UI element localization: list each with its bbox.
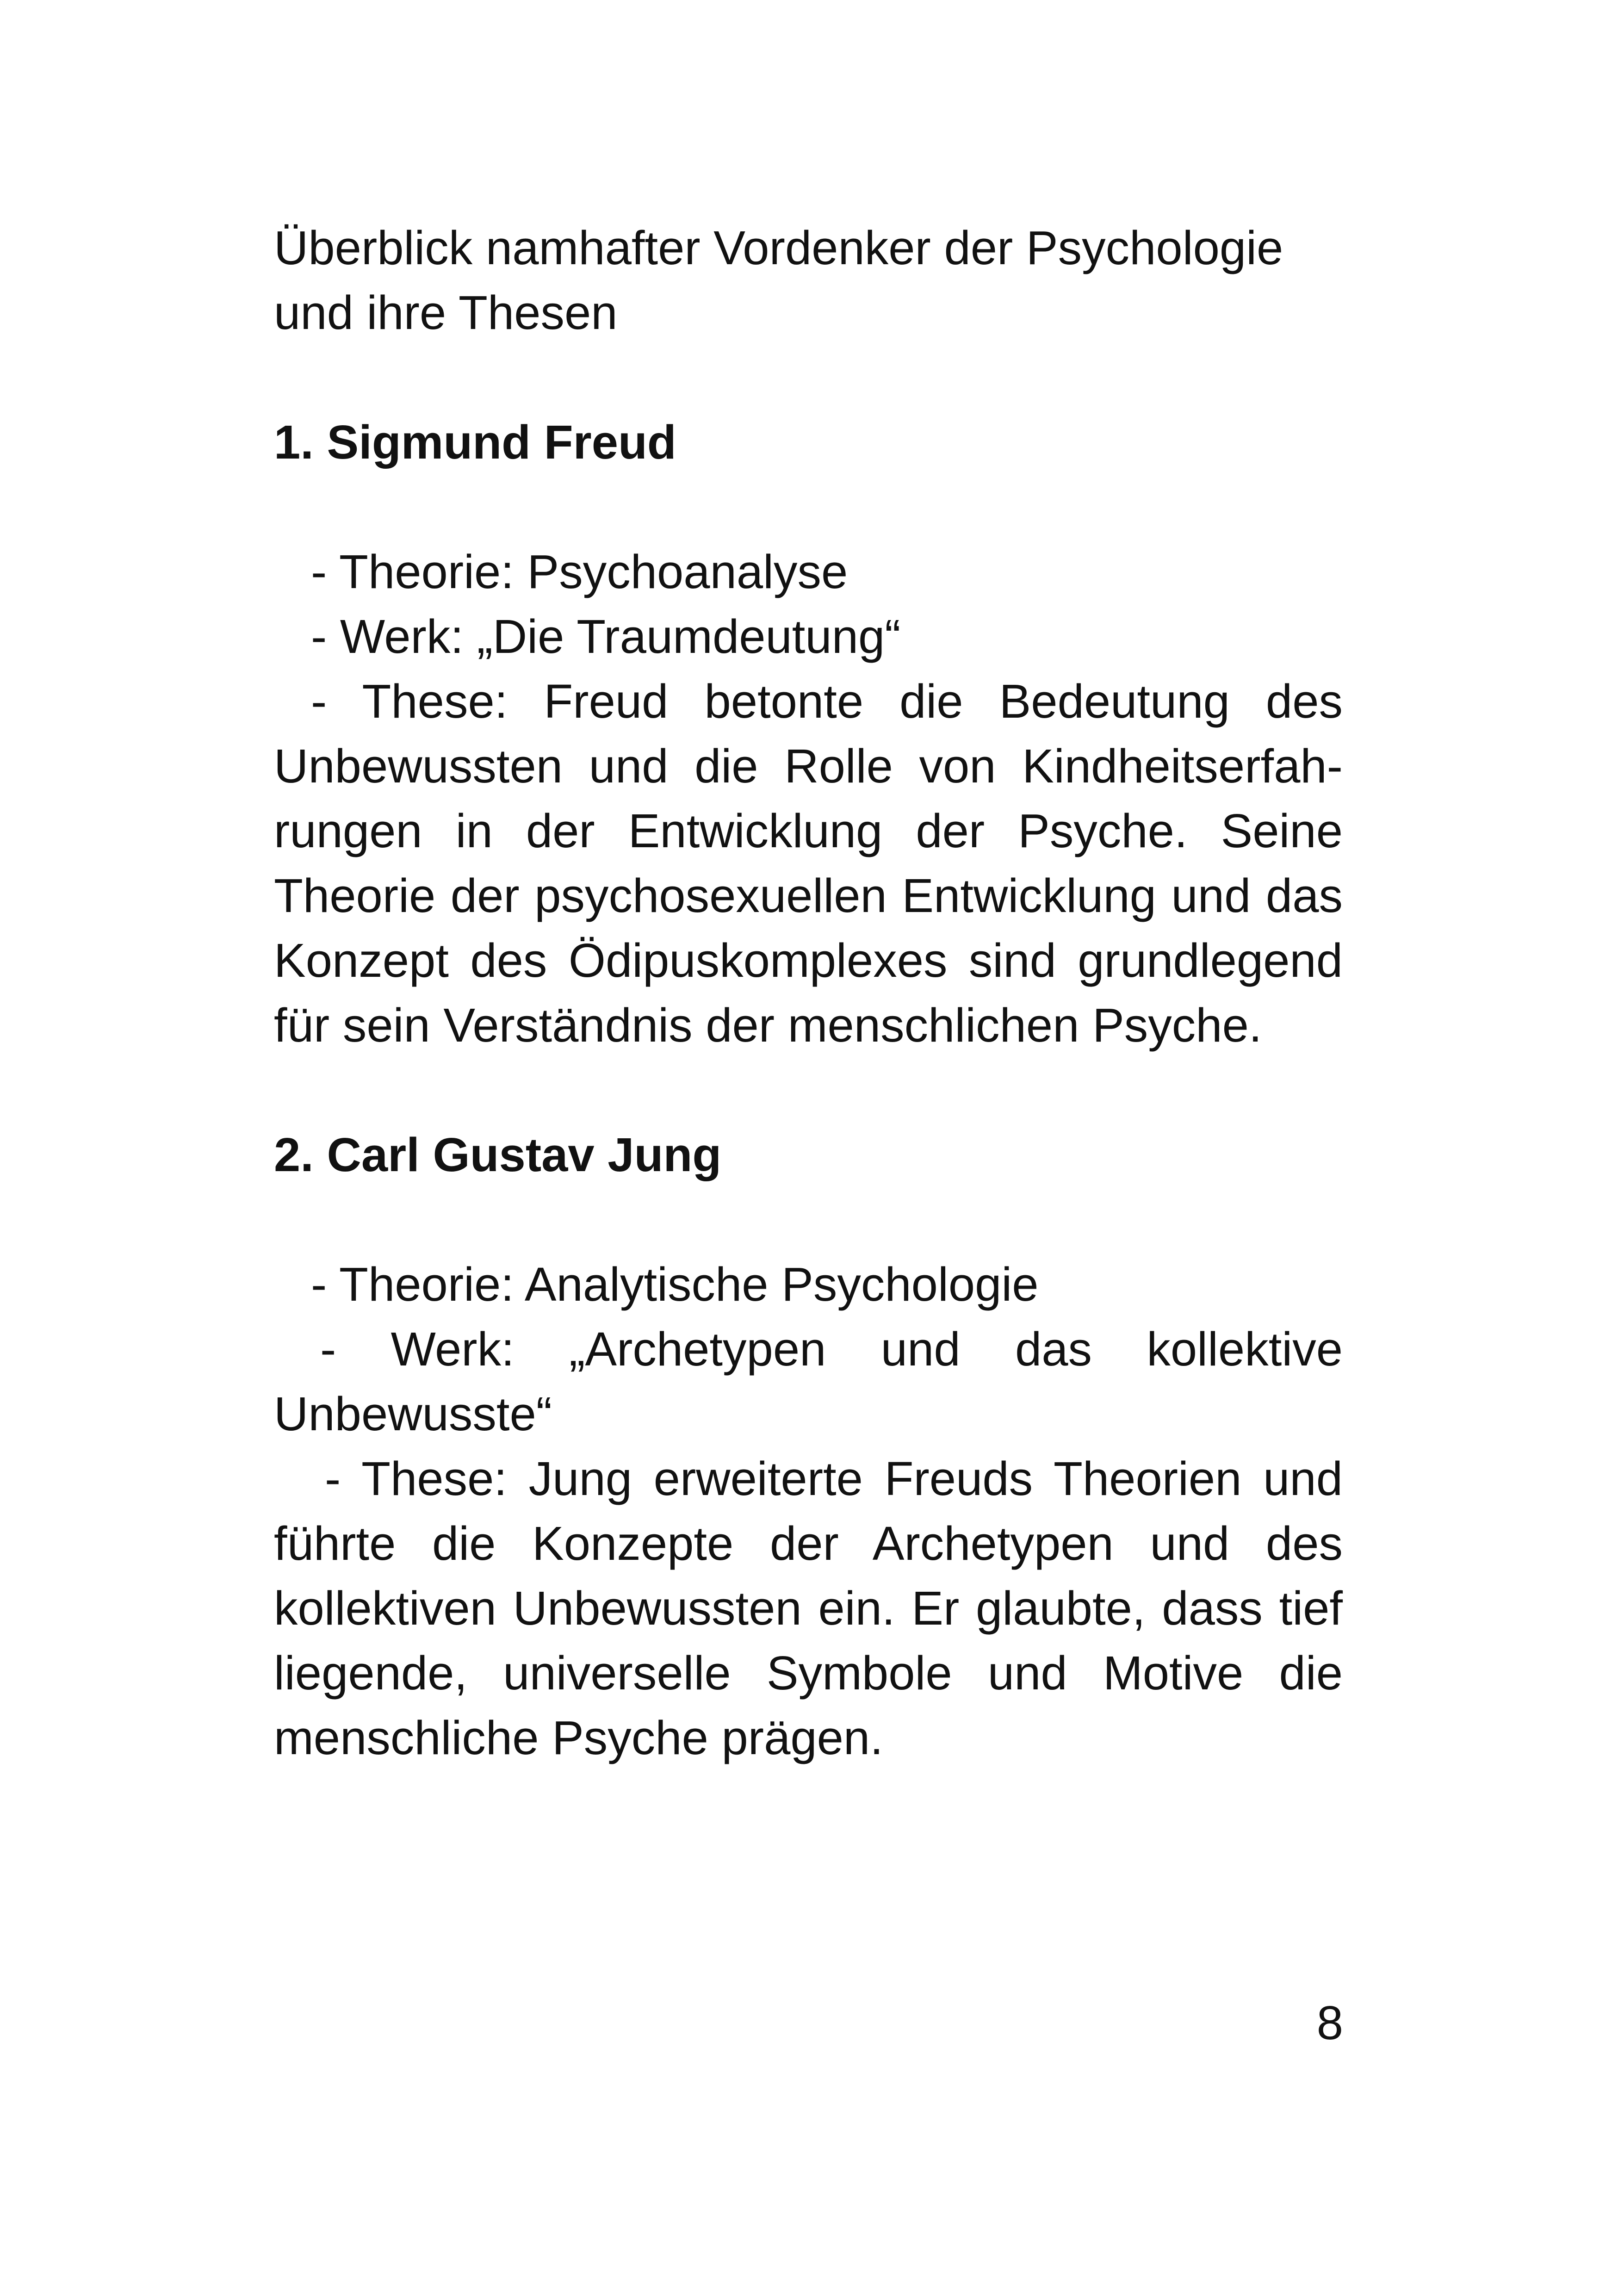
page-number: 8 bbox=[1316, 1996, 1343, 2049]
section-jung bbox=[274, 1123, 1343, 1770]
freud-werk: - Werk: „Die Traumdeutung“ bbox=[311, 610, 901, 663]
jung-theorie: - Theorie: Analytische Psychologie bbox=[311, 1258, 1039, 1311]
jung-werk: - Werk: „Archetypen und das kollektive Unbewusste“ bbox=[274, 1322, 1343, 1440]
freud-these: - These: Freud betonte die Bedeutung des Unbewussten und die Rolle von Kindheitserfahrungen in der Entwicklung der Psyche. Seine Theorie der psychosexuellen Entwicklung und das Konzept des Ödipuskomplexes sind grundlegend für sein Verständnis der menschlichen Psyche. bbox=[274, 675, 1343, 1052]
section-heading-freud: 1. Sigmund Freud bbox=[274, 416, 676, 469]
section-freud bbox=[274, 410, 1343, 1058]
jung-these: - These: Jung erweiterte Freuds Theorien und führte die Konzepte der Archetypen und des kollektiven Unbewussten ein. Er glaubte, dass tief liegende, universelle Symbole und Motive die menschliche Psyche prägen. bbox=[274, 1452, 1343, 1764]
intro-text: Überblick namhafter Vordenker der Psychologie und ihre Thesen bbox=[274, 221, 1283, 339]
freud-theorie: - Theorie: Psychoanalyse bbox=[311, 545, 848, 598]
section-heading-jung: 2. Carl Gustav Jung bbox=[274, 1128, 722, 1181]
page-content bbox=[274, 216, 1343, 1835]
